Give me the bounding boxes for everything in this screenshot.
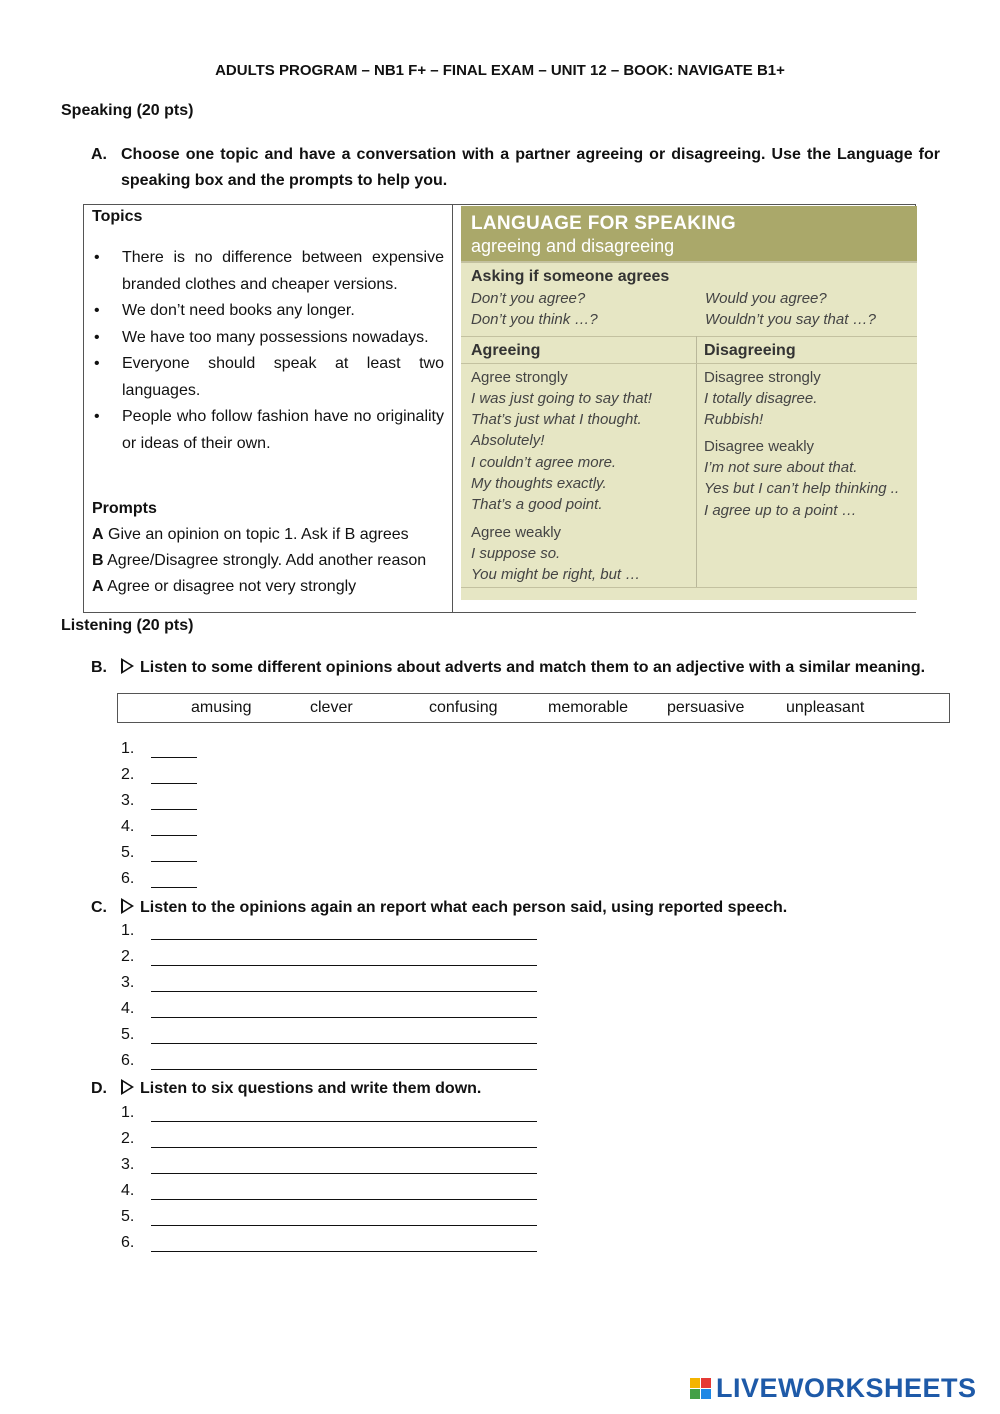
topic-item: • We don’t need books any longer. — [92, 298, 444, 325]
item-number: 4. — [121, 1000, 135, 1017]
answer-blank[interactable] — [151, 861, 197, 862]
answer-line[interactable] — [151, 1251, 537, 1252]
item-number: 4. — [121, 1182, 135, 1199]
answer-line[interactable] — [151, 965, 537, 966]
play-triangle-icon — [121, 898, 134, 914]
item-number: 6. — [121, 1234, 135, 1251]
phrase: I suppose so. — [471, 545, 561, 562]
page-title: ADULTS PROGRAM – NB1 F+ – FINAL EXAM – UNIT 12 – BOOK: NAVIGATE B1+ — [215, 62, 785, 79]
phrase: Yes but I can’t help thinking .. — [704, 480, 900, 497]
phrase: Wouldn’t you say that …? — [705, 311, 876, 328]
question-a-label: A. — [91, 146, 107, 163]
phrase: You might be right, but … — [471, 566, 641, 583]
answer-line[interactable] — [151, 939, 537, 940]
speaking-heading: Speaking (20 pts) — [61, 102, 194, 119]
answer-line[interactable] — [151, 991, 537, 992]
answer-line[interactable] — [151, 1225, 537, 1226]
word-bank-item: confusing — [429, 699, 498, 716]
phrase: Don’t you agree? — [471, 290, 586, 307]
phrase: I totally disagree. — [704, 390, 818, 407]
language-box-subtitle: agreeing and disagreeing — [471, 236, 675, 256]
question-a-line1: Choose one topic and have a conversation with a partner agreeing or disagreeing. Use the Language for — [121, 146, 940, 163]
prompts-title: Prompts — [92, 500, 157, 517]
item-number: 1. — [121, 1104, 135, 1121]
phrase: Absolutely! — [471, 432, 545, 449]
question-a-line2: speaking box and the prompts to help you. — [121, 172, 448, 189]
phrase: That’s a good point. — [471, 496, 603, 513]
listening-heading: Listening (20 pts) — [61, 617, 194, 634]
agreeing-title: Agreeing — [471, 342, 541, 359]
question-a — [91, 142, 940, 194]
phrase: Don’t you think …? — [471, 311, 598, 328]
prompt-item: A Agree or disagree not very strongly — [92, 578, 357, 595]
word-bank — [117, 693, 950, 723]
item-number: 2. — [121, 766, 135, 783]
phrase: I couldn’t agree more. — [471, 454, 617, 471]
topic-item: • People who follow fashion have no originality or ideas of their own. — [92, 404, 444, 457]
answer-blank[interactable] — [151, 757, 197, 758]
disagreeing-title: Disagreeing — [704, 342, 796, 359]
item-number: 2. — [121, 1130, 135, 1147]
phrase: My thoughts exactly. — [471, 475, 607, 492]
question-c — [91, 896, 787, 917]
phrase: That’s just what I thought. — [471, 411, 642, 428]
answer-blank[interactable] — [151, 783, 197, 784]
prompt-item: A Give an opinion on topic 1. Ask if B agrees — [92, 526, 409, 543]
logo-text: LIVEWORKSHEETS — [716, 1373, 977, 1403]
agree-strongly-label: Agree strongly — [471, 369, 568, 386]
question-d — [91, 1077, 481, 1098]
answer-line[interactable] — [151, 1173, 537, 1174]
answer-line[interactable] — [151, 1199, 537, 1200]
agree-weakly-label: Agree weakly — [471, 524, 562, 541]
word-bank-item: persuasive — [667, 699, 745, 716]
language-box — [461, 206, 917, 612]
logo-cube-icon — [690, 1378, 712, 1400]
language-box-header — [461, 206, 917, 261]
answer-line[interactable] — [151, 1043, 537, 1044]
question-d-text: Listen to six questions and write them down. — [140, 1080, 482, 1097]
answer-blank[interactable] — [151, 835, 197, 836]
item-number: 5. — [121, 844, 135, 861]
phrase: Rubbish! — [704, 411, 764, 428]
item-number: 3. — [121, 1156, 135, 1173]
item-number: 3. — [121, 792, 135, 809]
phrase: I’m not sure about that. — [704, 459, 858, 476]
item-number: 6. — [121, 870, 135, 887]
topics-title: Topics — [92, 208, 143, 225]
question-d-label: D. — [91, 1080, 107, 1097]
item-number: 5. — [121, 1026, 135, 1043]
question-c-text: Listen to the opinions again an report what each person said, using reported speech. — [140, 899, 788, 916]
item-number: 6. — [121, 1052, 135, 1069]
word-bank-item: unpleasant — [786, 699, 865, 716]
topics-column — [92, 207, 444, 457]
word-bank-item: clever — [310, 699, 353, 716]
disagree-weakly-label: Disagree weakly — [704, 438, 815, 455]
item-number: 3. — [121, 974, 135, 991]
topic-item: • We have too many possessions nowadays. — [92, 325, 444, 352]
language-box-title: LANGUAGE FOR SPEAKING — [471, 213, 736, 234]
answer-line[interactable] — [151, 1147, 537, 1148]
answer-blank[interactable] — [151, 809, 197, 810]
answer-line[interactable] — [151, 1069, 537, 1070]
phrase: I was just going to say that! — [471, 390, 652, 407]
topics-list — [92, 245, 444, 457]
play-triangle-icon — [121, 658, 134, 674]
phrase: Would you agree? — [705, 290, 827, 307]
item-number: 2. — [121, 948, 135, 965]
question-b-text: Listen to some different opinions about adverts and match them to an adjective with a similar meaning. — [140, 659, 926, 676]
question-b-label: B. — [91, 659, 107, 676]
topic-item: • Everyone should speak at least two languages. — [92, 351, 444, 404]
word-bank-item: memorable — [548, 699, 629, 716]
play-triangle-icon — [121, 1079, 134, 1095]
word-bank-item: amusing — [191, 699, 252, 716]
question-c-label: C. — [91, 899, 107, 916]
item-number: 1. — [121, 922, 135, 939]
item-number: 4. — [121, 818, 135, 835]
prompt-item: B Agree/Disagree strongly. Add another reason — [92, 552, 427, 569]
disagree-strongly-label: Disagree strongly — [704, 369, 821, 386]
topic-item: • There is no difference between expensive branded clothes and cheaper versions. — [92, 245, 444, 298]
table-divider — [452, 205, 453, 612]
item-number: 1. — [121, 740, 135, 757]
answer-line[interactable] — [151, 1017, 537, 1018]
prompts-column — [92, 496, 452, 600]
item-number: 5. — [121, 1208, 135, 1225]
question-b — [91, 656, 925, 677]
asking-title: Asking if someone agrees — [471, 268, 670, 285]
answer-line[interactable] — [151, 1121, 537, 1122]
answer-blank[interactable] — [151, 887, 197, 888]
phrase: I agree up to a point … — [704, 502, 857, 519]
